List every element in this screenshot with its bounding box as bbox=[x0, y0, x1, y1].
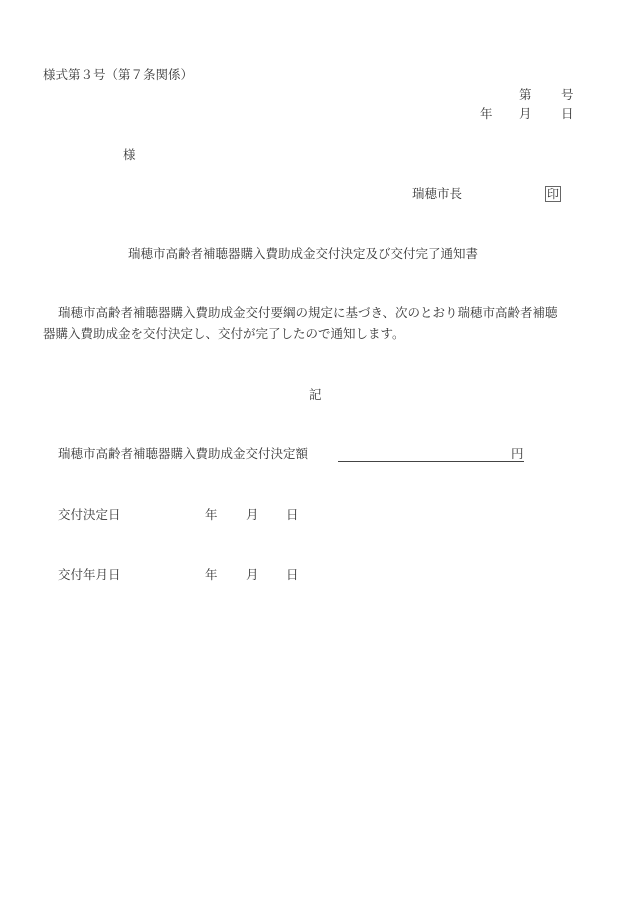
ki-heading: 記 bbox=[309, 387, 322, 402]
seal-mark: 印 bbox=[547, 187, 560, 201]
issue-date-day: 日 bbox=[561, 106, 574, 121]
doc-number-suffix: 号 bbox=[561, 87, 574, 102]
grant-date-label: 交付年月日 bbox=[58, 567, 121, 582]
body-text-line1: 瑞穂市高齢者補聴器購入費助成金交付要綱の規定に基づき、次のとおり瑞穂市高齢者補聴 bbox=[58, 305, 558, 320]
decision-date-year: 年 bbox=[205, 507, 218, 522]
decision-date-day: 日 bbox=[286, 507, 299, 522]
amount-unit: 円 bbox=[511, 446, 524, 461]
document-title: 瑞穂市高齢者補聴器購入費助成金交付決定及び交付完了通知書 bbox=[128, 246, 479, 261]
doc-number-prefix: 第 bbox=[519, 87, 532, 102]
form-label: 様式第３号（第７条関係） bbox=[43, 67, 194, 82]
issue-date-year: 年 bbox=[480, 106, 493, 121]
grant-date-day: 日 bbox=[286, 567, 299, 582]
issue-date-month: 月 bbox=[519, 106, 532, 121]
decision-date-label: 交付決定日 bbox=[58, 507, 121, 522]
amount-field-underline bbox=[338, 446, 524, 462]
amount-label: 瑞穂市高齢者補聴器購入費助成金交付決定額 bbox=[58, 446, 309, 461]
issuer-name: 瑞穂市長 bbox=[412, 186, 463, 201]
grant-date-year: 年 bbox=[205, 567, 218, 582]
addressee-suffix: 様 bbox=[123, 147, 136, 162]
grant-date-month: 月 bbox=[246, 567, 259, 582]
body-text-line2: 器購入費助成金を交付決定し、交付が完了したので通知します。 bbox=[43, 326, 405, 341]
decision-date-month: 月 bbox=[246, 507, 259, 522]
